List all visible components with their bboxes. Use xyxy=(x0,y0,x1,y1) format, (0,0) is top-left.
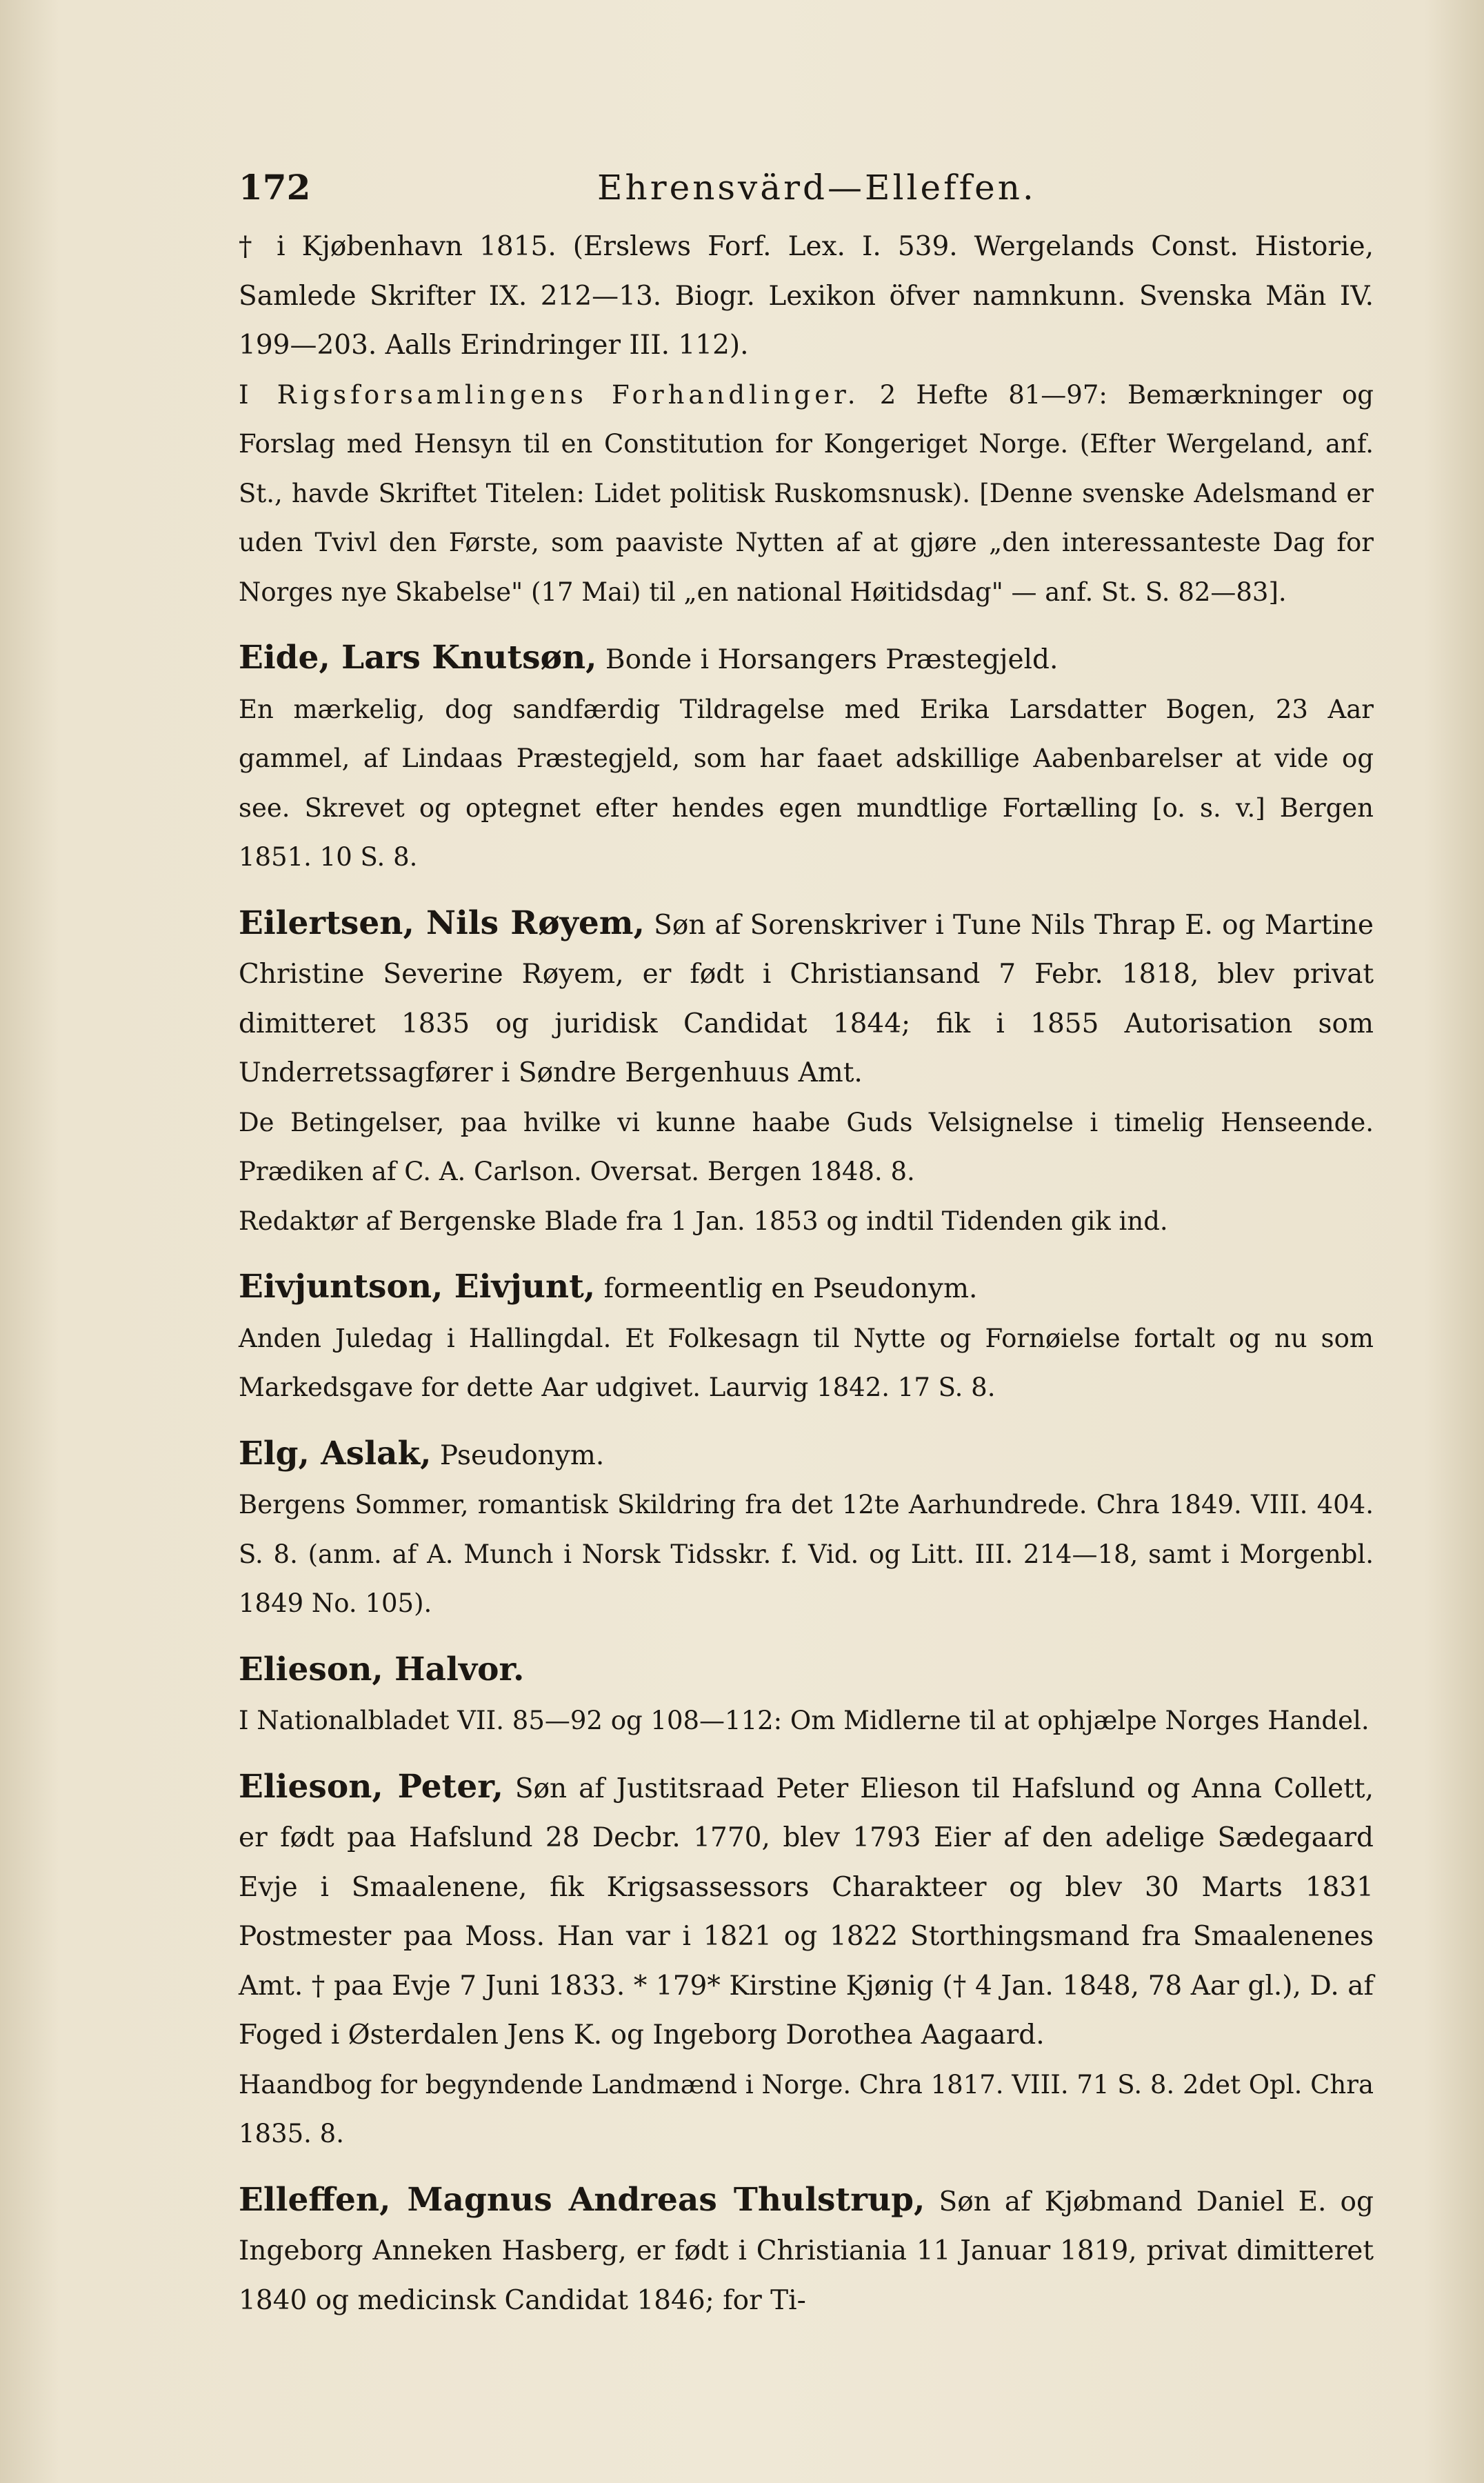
entry-reference: Haandbog for begyndende Landmænd i Norge. Chra 1817. VIII. 71 S. 8. 2det Opl. Chra 1835. 8. xyxy=(239,2069,1374,2148)
entry-elieson-peter xyxy=(239,1762,1374,2159)
entry-elieson-halvor xyxy=(239,1645,1374,1746)
entry-heading xyxy=(239,1262,1374,1314)
entry-heading xyxy=(239,633,1374,685)
intro-reference-title: I Rigsforsamlingens Forhandlinger. xyxy=(239,379,860,410)
intro-reference xyxy=(239,370,1374,617)
entry-elg xyxy=(239,1429,1374,1628)
page-header xyxy=(239,163,1374,222)
intro-reference-body: 2 Hefte 81—97: Bemærkninger og Forslag med Hensyn til en Constitution for Kongeriget Norge. (Efter Wergeland, anf. St., havde Skriftet Titelen: Lidet politisk Ruskomsnusk). [Denne svenske Adelsmand er uden Tvivl den Første, som paaviste Nytten af at gjøre „den interessanteste Dag for Norges nye Skabelse" (17 Mai) til „en national Høitidsdag" — anf. St. S. 82—83]. xyxy=(239,379,1374,607)
entry-name: Elg, Aslak, xyxy=(239,1434,432,1473)
entry-description: Søn af Justitsraad Peter Elieson til Hafslund og Anna Collett, er født paa Hafslund 28 Decbr. 1770, blev 1793 Eier af den adelige Sædegaard Evje i Smaalenene, fik Krigsassessors Charakteer og blev 30 Marts 1831 Postmester paa Moss. Han var i 1821 og 1822 Storthingsmand fra Smaalenenes Amt. † paa Evje 7 Juni 1833. * 179* Kirstine Kjønig († 4 Jan. 1848, 78 Aar gl.), D. af Foged i Østerdalen Jens K. og Ingeborg Dorothea Aagaard. xyxy=(239,1773,1374,2051)
entry-heading xyxy=(239,899,1374,1098)
entry-heading xyxy=(239,2175,1374,2326)
entry-name: Eilertsen, Nils Røyem, xyxy=(239,904,645,942)
entry-heading xyxy=(239,1645,1374,1697)
entry-description: Bonde i Horsangers Præstegjeld. xyxy=(596,644,1059,675)
page-number: 172 xyxy=(239,167,311,208)
entry-reference: Redaktør af Bergenske Blade fra 1 Jan. 1853 og indtil Tidenden gik ind. xyxy=(239,1206,1168,1236)
entry-description: Pseudonym. xyxy=(431,1439,605,1471)
entry-reference: Bergens Sommer, romantisk Skildring fra det 12te Aarhundrede. Chra 1849. VIII. 404. S. 8. (anm. af A. Munch i Norsk Tidsskr. f. Vid. og Litt. III. 214—18, samt i Morgenbl. 1849 No. 105). xyxy=(239,1490,1374,1618)
entry-name: Elleffen, Magnus Andreas Thulstrup, xyxy=(239,2180,925,2219)
entry-reference: En mærkelig, dog sandfærdig Tildragelse med Erika Larsdatter Bogen, 23 Aar gammel, af Lindaas Præstegjeld, som har faaet adskillige Aabenbarelser at vide og see. Skrevet og optegnet efter hendes egen mundtlige Fortælling [o. s. v.] Bergen 1851. 10 S. 8. xyxy=(239,694,1374,872)
entry-heading xyxy=(239,1429,1374,1481)
page-text xyxy=(239,163,1374,2325)
entry-elleffen xyxy=(239,2175,1374,2326)
running-title: Ehrensvärd—Elleffen. xyxy=(597,168,1036,208)
entry-heading xyxy=(239,1762,1374,2060)
entry-eide xyxy=(239,633,1374,882)
entry-description: Søn af Sorenskriver i Tune Nils Thrap E. og Martine Christine Severine Røyem, er født i Christiansand 7 Febr. 1818, blev privat dimitteret 1835 og juridisk Candidat 1844; fik i 1855 Autorisation som Underretssagfører i Søndre Bergenhuus Amt. xyxy=(239,909,1374,1088)
entry-eilertsen xyxy=(239,899,1374,1246)
entry-reference: Anden Juledag i Hallingdal. Et Folkesagn til Nytte og Fornøielse fortalt og nu som Markedsgave for dette Aar udgivet. Laurvig 1842. 17 S. 8. xyxy=(239,1323,1374,1402)
entry-eivjuntson xyxy=(239,1262,1374,1413)
intro-paragraph: † i Kjøbenhavn 1815. (Erslews Forf. Lex. I. 539. Wergelands Const. Historie, Samlede Skrifter IX. 212—13. Biogr. Lexikon öfver namnkunn. Svenska Män IV. 199—203. Aalls Erindringer III. 112). xyxy=(239,231,1374,361)
entry-name: Elieson, Peter, xyxy=(239,1767,503,1806)
entry-reference: I Nationalbladet VII. 85—92 og 108—112: Om Midlerne til at ophjælpe Norges Handel. xyxy=(239,1706,1370,1735)
entry-name: Eide, Lars Knutsøn, xyxy=(239,639,597,677)
entry-name: Eivjuntson, Eivjunt, xyxy=(239,1268,596,1306)
entry-description: formeentlig en Pseudonym. xyxy=(595,1273,978,1304)
entry-reference: De Betingelser, paa hvilke vi kunne haabe Guds Velsignelse i timelig Henseende. Prædiken af C. A. Carlson. Oversat. Bergen 1848. 8. xyxy=(239,1107,1374,1186)
entry-description: Søn af Kjøbmand Daniel E. og Ingeborg Anneken Hasberg, er født i Christiania 11 Januar 1819, privat dimitteret 1840 og medicinsk Candidat 1846; for Ti- xyxy=(239,2186,1374,2316)
entry-name: Elieson, Halvor. xyxy=(239,1650,525,1688)
